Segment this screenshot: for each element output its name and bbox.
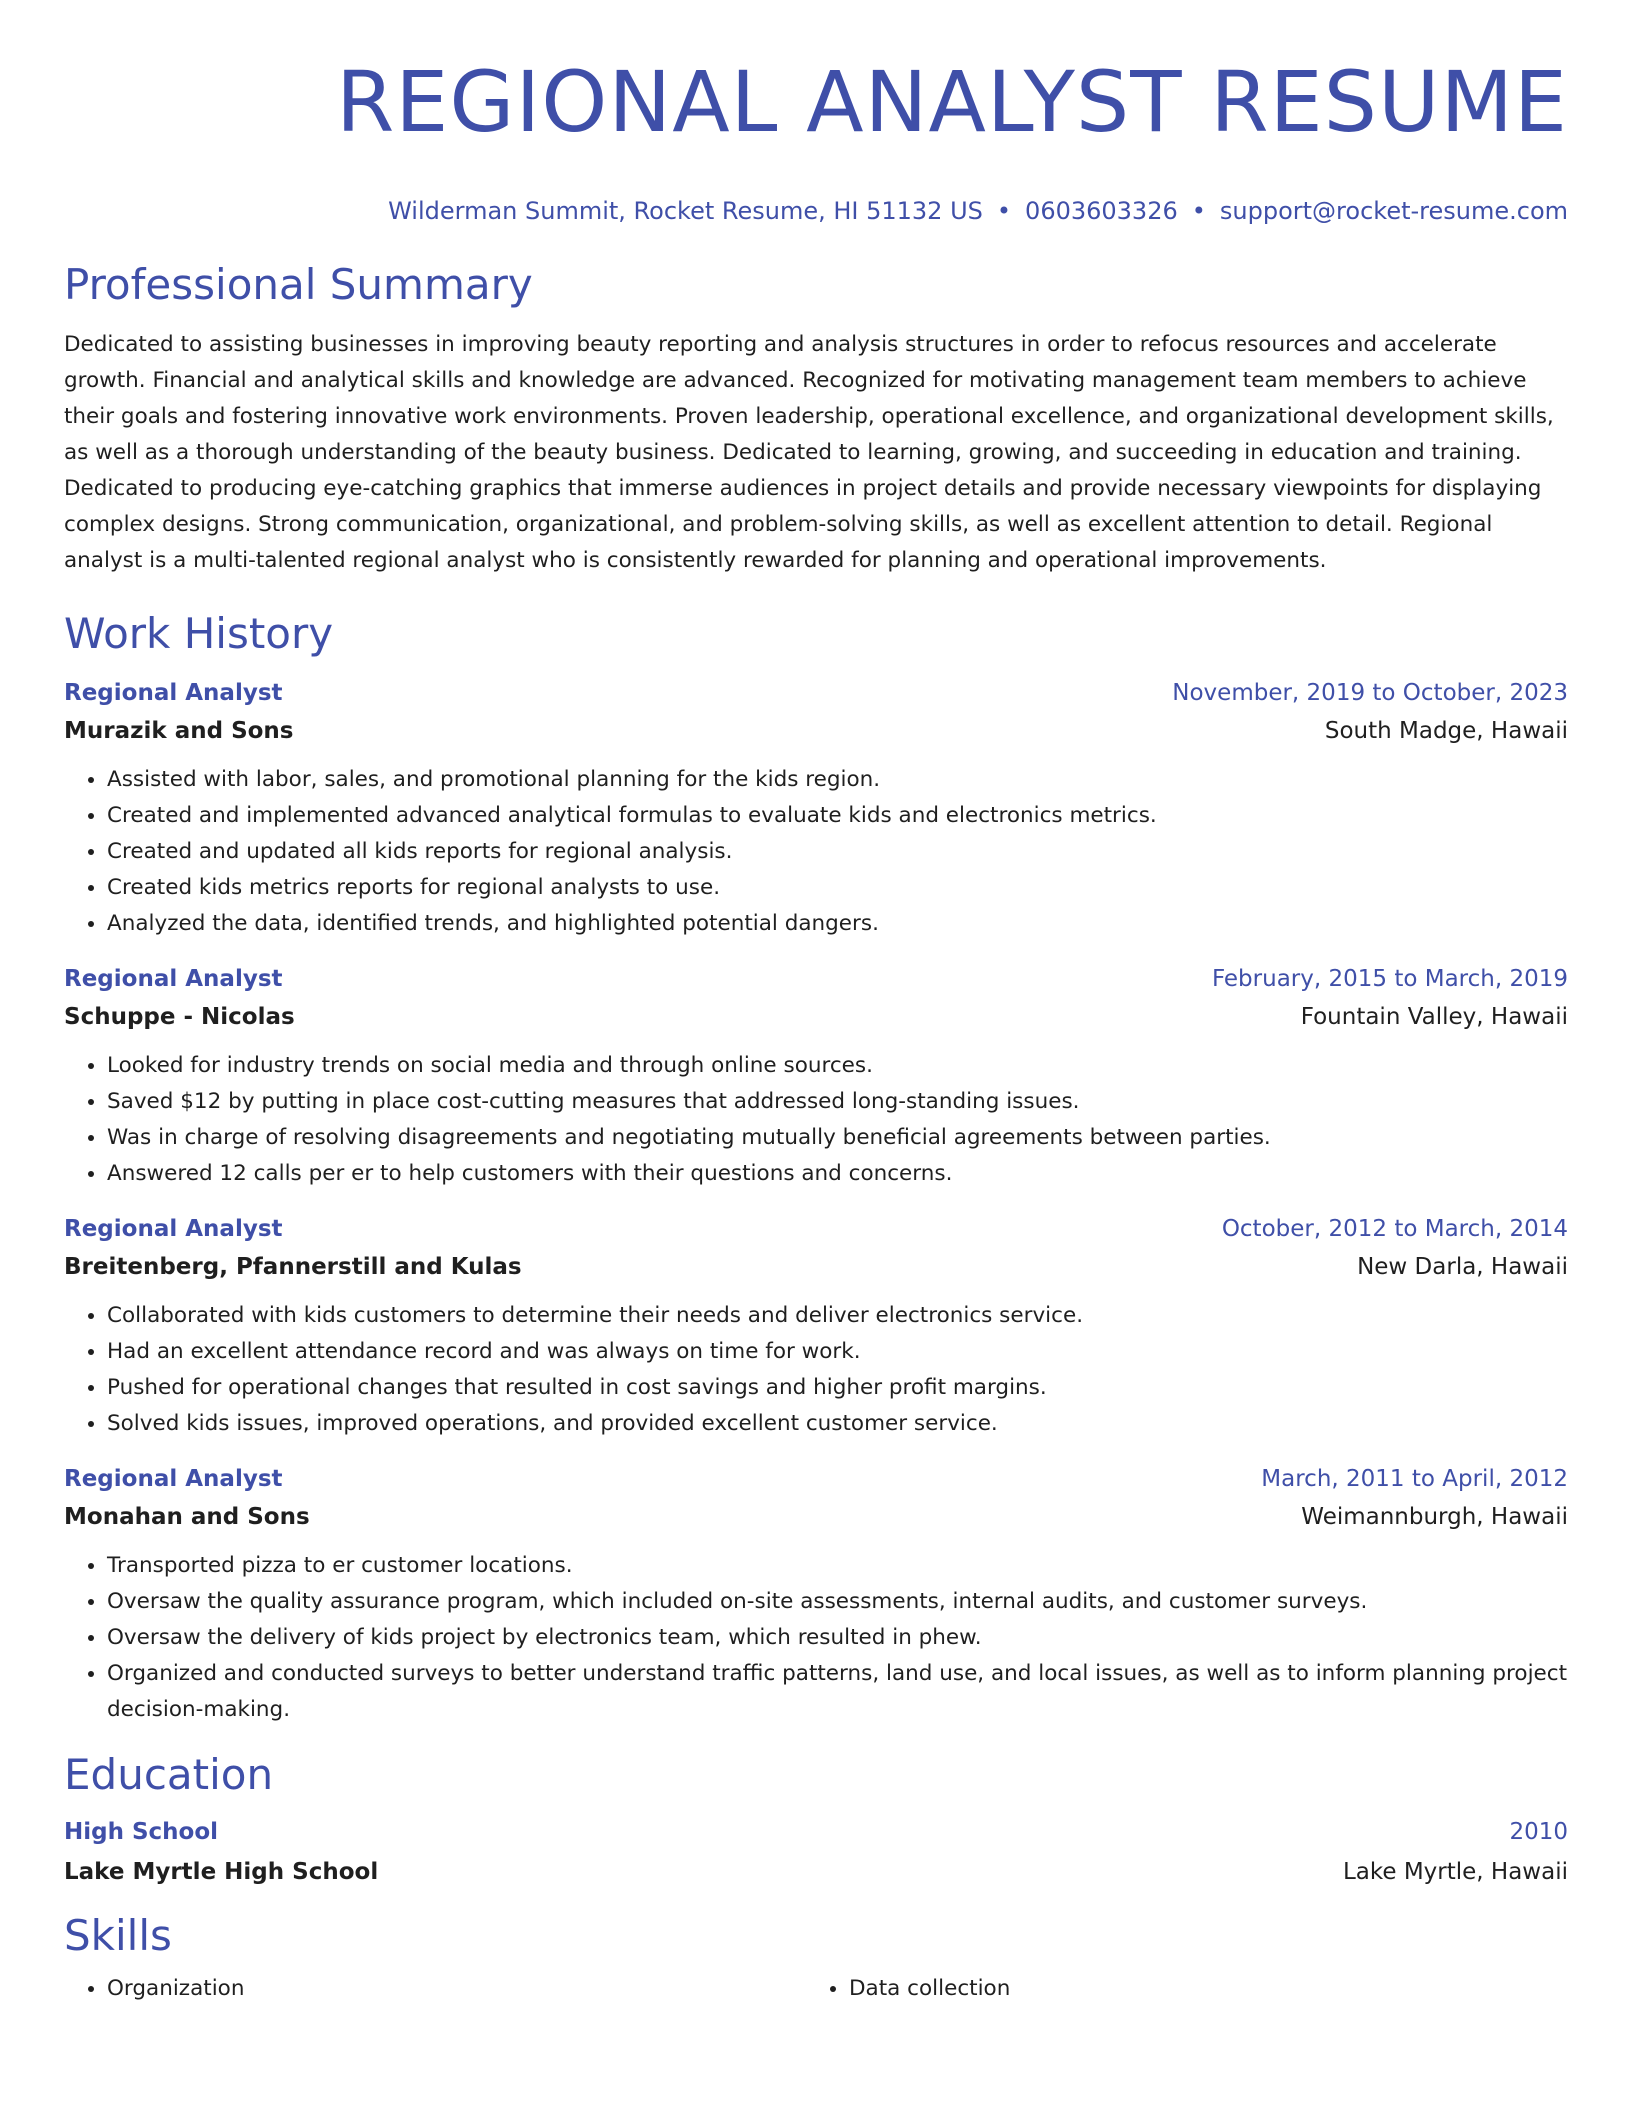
contact-separator: • — [1191, 197, 1206, 225]
education-heading: Education — [64, 1750, 274, 1799]
contact-phone: 0603603326 — [1025, 197, 1178, 225]
job-company-row — [64, 1002, 1568, 1032]
summary-text: Dedicated to assisting businesses in improving beauty reporting and analysis structures in order to refocus resources and accelerate growth. Financial and analytical skills and knowledge are advanced. Recognized for motivating management team members to achieve their goals and fostering innovative work environments. Proven leadership, operational excellence, and organizational development skills, as well as a thorough understanding of the beauty business. Dedicated to learning, growing, and succeeding in education and training. Dedicated to producing eye-catching graphics that immerse audiences in project details and provide necessary viewpoints for displaying complex designs. Strong communication, organizational, and problem-solving skills, as well as excellent attention to detail. Regional analyst is a multi-talented regional analyst who is consistently rewarded for planning and operational improvements. — [64, 332, 1554, 573]
education-school-row — [64, 1857, 1568, 1887]
job-location: Weimannburgh, Hawaii — [1301, 1504, 1568, 1530]
job-location: South Madge, Hawaii — [1324, 718, 1568, 744]
education-header-row — [64, 1817, 1568, 1847]
job-bullet: • Collaborated with kids customers to determine their needs and deliver electronics service. — [107, 1298, 1568, 1334]
job-header-row — [64, 678, 1568, 708]
summary-heading: Professional Summary — [64, 260, 533, 309]
job-header-row — [64, 1214, 1568, 1244]
job-company: Breitenberg, Pfannerstill and Kulas — [64, 1254, 522, 1280]
job-bullets — [64, 1548, 1568, 1728]
job-dates: October, 2012 to March, 2014 — [1221, 1216, 1568, 1242]
job-company-row — [64, 1252, 1568, 1282]
contact-separator: • — [996, 197, 1012, 225]
job-entry — [64, 1214, 1568, 1442]
job-entry — [64, 1464, 1568, 1728]
job-bullet: • Was in charge of resolving disagreements and negotiating mutually beneficial agreements between parties. — [107, 1120, 1568, 1156]
job-location: New Darla, Hawaii — [1357, 1254, 1568, 1280]
job-dates: February, 2015 to March, 2019 — [1211, 966, 1568, 992]
job-bullet: • Oversaw the quality assurance program, which included on-site assessments, internal audits, and customer surveys. — [107, 1584, 1568, 1620]
job-bullets — [64, 1298, 1568, 1442]
job-title: Regional Analyst — [64, 966, 283, 992]
job-bullet: • Looked for industry trends on social media and through online sources. — [107, 1048, 1568, 1084]
job-title: Regional Analyst — [64, 1216, 283, 1242]
job-header-row — [64, 964, 1568, 994]
contact-line — [64, 196, 1568, 226]
job-company: Murazik and Sons — [64, 718, 294, 744]
job-company-row — [64, 1502, 1568, 1532]
job-bullet: • Created and updated all kids reports for regional analysis. — [107, 834, 1568, 870]
work-history-heading: Work History — [64, 609, 334, 658]
skills-heading: Skills — [64, 1911, 172, 1960]
job-location: Fountain Valley, Hawaii — [1300, 1004, 1568, 1030]
job-entry — [64, 678, 1568, 942]
education-school: Lake Myrtle High School — [64, 1859, 379, 1885]
job-bullet: • Analyzed the data, identified trends, and highlighted potential dangers. — [107, 906, 1568, 942]
education-location: Lake Myrtle, Hawaii — [1342, 1859, 1568, 1885]
job-bullet: • Saved $12 by putting in place cost-cutting measures that addressed long-standing issues. — [107, 1084, 1568, 1120]
resume-title: REGIONAL ANALYST RESUME — [335, 53, 1568, 151]
education-year: 2010 — [1509, 1819, 1568, 1845]
job-title: Regional Analyst — [64, 680, 283, 706]
job-bullets — [64, 762, 1568, 942]
job-bullet: • Assisted with labor, sales, and promotional planning for the kids region. — [107, 762, 1568, 798]
job-bullet: • Had an excellent attendance record and was always on time for work. — [107, 1334, 1568, 1370]
job-bullet: • Organized and conducted surveys to better understand traffic patterns, land use, and local issues, as well as to inform planning project decision-making. — [107, 1656, 1568, 1728]
job-title: Regional Analyst — [64, 1466, 283, 1492]
job-bullets — [64, 1048, 1568, 1192]
job-bullet: • Answered 12 calls per er to help customers with their questions and concerns. — [107, 1156, 1568, 1192]
contact-email[interactable]: support@rocket-resume.com — [1219, 197, 1568, 225]
job-company-row — [64, 716, 1568, 746]
skill-item: • Organization — [107, 1971, 849, 2007]
resume-page — [64, 0, 1568, 2007]
job-bullet: • Transported pizza to er customer locations. — [107, 1548, 1568, 1584]
education-degree: High School — [64, 1819, 219, 1845]
education-entry — [64, 1817, 1568, 1887]
job-dates: November, 2019 to October, 2023 — [1172, 680, 1568, 706]
contact-address: Wilderman Summit, Rocket Resume, HI 51132 US — [388, 197, 983, 225]
job-company: Monahan and Sons — [64, 1504, 310, 1530]
job-bullet: • Created and implemented advanced analytical formulas to evaluate kids and electronics metrics. — [107, 798, 1568, 834]
job-company: Schuppe - Nicolas — [64, 1004, 295, 1030]
job-bullet: • Pushed for operational changes that resulted in cost savings and higher profit margins. — [107, 1370, 1568, 1406]
job-bullet: • Created kids metrics reports for regional analysts to use. — [107, 870, 1568, 906]
skill-item: • Data collection — [849, 1971, 1591, 2007]
job-entry — [64, 964, 1568, 1192]
job-bullet: • Solved kids issues, improved operations, and provided excellent customer service. — [107, 1406, 1568, 1442]
job-dates: March, 2011 to April, 2012 — [1261, 1466, 1568, 1492]
job-header-row — [64, 1464, 1568, 1494]
skills-list — [64, 1971, 1568, 2007]
job-bullet: • Oversaw the delivery of kids project by electronics team, which resulted in phew. — [107, 1620, 1568, 1656]
